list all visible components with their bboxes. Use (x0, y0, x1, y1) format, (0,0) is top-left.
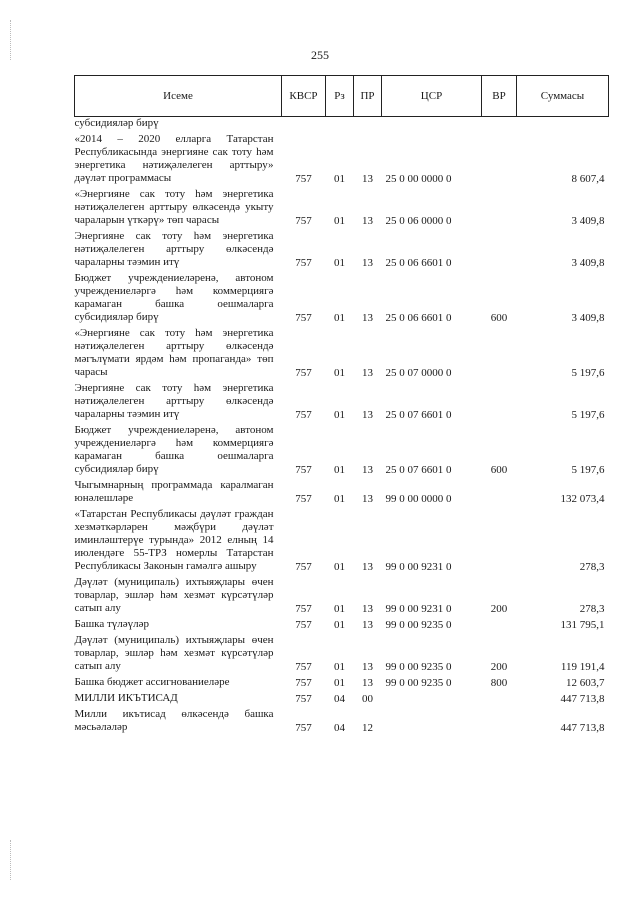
row-name: Энергияне сак тоту һәм энергетика нәтиҗәлелеген арттыру өлкәсендә чараларны тәэмин итү (74, 382, 274, 420)
row-pr: 13 (362, 312, 373, 324)
row-vr (482, 380, 517, 422)
row-kvsr: 757 (295, 173, 312, 185)
row-sum: 119 191,4 (560, 661, 605, 673)
row-csr: 25 0 07 6601 0 (385, 464, 452, 476)
row-rz: 01 (334, 603, 345, 615)
table-row (75, 616, 609, 632)
row-sum: 3 409,8 (571, 257, 605, 269)
row-csr: 99 0 00 9231 0 (385, 561, 452, 573)
table-row (75, 325, 609, 380)
header-rz: Рз (326, 76, 354, 117)
row-pr: 13 (362, 409, 373, 421)
row-pr: 13 (362, 661, 373, 673)
row-kvsr: 757 (295, 493, 312, 505)
row-name: МИЛЛИ ИКЪТИСАД (74, 692, 178, 704)
margin-mark (10, 840, 13, 880)
row-vr (482, 706, 517, 735)
row-kvsr: 757 (295, 464, 312, 476)
row-rz: 01 (334, 661, 345, 673)
row-rz: 01 (334, 367, 345, 379)
row-kvsr: 757 (295, 619, 312, 631)
row-rz: 01 (334, 464, 345, 476)
row-name: Чыгымнарның программада каралмаган юнәлешләре (74, 479, 274, 504)
row-vr (482, 616, 517, 632)
row-csr: 25 0 06 0000 0 (385, 215, 452, 227)
row-kvsr: 757 (295, 409, 312, 421)
row-sum: 447 713,8 (560, 722, 605, 734)
budget-table (74, 75, 609, 735)
row-vr (482, 228, 517, 270)
row-rz: 04 (334, 722, 345, 734)
row-pr: 13 (362, 257, 373, 269)
row-vr (482, 117, 517, 132)
row-csr: 99 0 00 0000 0 (385, 493, 452, 505)
table-row (75, 228, 609, 270)
row-sum: 3 409,8 (571, 215, 605, 227)
table-row (75, 506, 609, 574)
row-name: Дәүләт (муниципаль) ихтыяҗлары өчен товарлар, эшләр һәм хезмәт күрсәтүләр сатып алу (74, 634, 274, 672)
row-kvsr: 757 (295, 677, 312, 689)
row-name: субсидияләр бирү (74, 117, 159, 129)
table-header-row (75, 76, 609, 117)
row-rz (326, 117, 354, 132)
table-row (75, 632, 609, 674)
row-csr: 99 0 00 9231 0 (385, 603, 452, 615)
row-csr: 25 0 07 0000 0 (385, 367, 452, 379)
row-vr (482, 477, 517, 506)
row-name: «Энергияне сак тоту һәм энергетика нәтиҗәлелеген арттыру өлкәсендә мәгълүмати ярдәм һәм пропаганда» төп чарасы (74, 327, 274, 378)
row-pr: 13 (362, 464, 373, 476)
table-row (75, 690, 609, 706)
row-rz: 01 (334, 677, 345, 689)
header-sum: Суммасы (517, 76, 609, 117)
row-csr: 99 0 00 9235 0 (385, 619, 452, 631)
row-sum: 278,3 (579, 561, 605, 573)
row-name: «2014 – 2020 елларга Татарстан Республикасында энергияне сак тоту һәм энергетика нәтиҗәлелеген арттыру» дәүләт программасы (74, 133, 274, 184)
budget-table-container (74, 75, 608, 735)
row-rz: 01 (334, 215, 345, 227)
table-row (75, 380, 609, 422)
row-pr: 00 (362, 693, 373, 705)
table-row (75, 574, 609, 616)
row-vr: 600 (490, 312, 508, 324)
row-csr: 25 0 06 6601 0 (385, 312, 452, 324)
row-vr (482, 506, 517, 574)
header-pr: ПР (354, 76, 382, 117)
header-name: Исеме (75, 76, 282, 117)
row-rz: 01 (334, 493, 345, 505)
row-pr (354, 117, 382, 132)
row-sum: 12 603,7 (566, 677, 605, 689)
row-vr: 600 (490, 464, 508, 476)
row-name: Бюджет учреждениеләренә, автоном учреждениеләргә һәм коммерциягә карамаган башка оешмаларга субсидияләр бирү (74, 424, 274, 475)
row-kvsr: 757 (295, 257, 312, 269)
row-sum: 5 197,6 (571, 367, 605, 379)
row-kvsr (282, 117, 326, 132)
row-csr (382, 706, 482, 735)
row-csr: 99 0 00 9235 0 (385, 677, 452, 689)
row-sum: 131 795,1 (560, 619, 605, 631)
row-vr (482, 325, 517, 380)
row-rz: 01 (334, 312, 345, 324)
row-kvsr: 757 (295, 603, 312, 615)
row-name: «Татарстан Республикасы дәүләт граждан хезмәткәрләрен мәҗбүри дәүләт иминләштерүе турында» 2012 елның 14 июлендәге 55-ТРЗ номерлы Татарстан Республикасы Законын гамәлгә ашыру (74, 508, 274, 572)
table-row (75, 422, 609, 477)
row-sum: 278,3 (579, 603, 605, 615)
table-row (75, 706, 609, 735)
row-csr (382, 117, 482, 132)
row-rz: 01 (334, 409, 345, 421)
row-rz: 01 (334, 561, 345, 573)
row-sum: 3 409,8 (571, 312, 605, 324)
row-sum: 132 073,4 (560, 493, 605, 505)
row-csr: 25 0 06 6601 0 (385, 257, 452, 269)
table-row (75, 674, 609, 690)
row-kvsr: 757 (295, 693, 312, 705)
row-name: «Энергияне сак тоту һәм энергетика нәтиҗәлелеген арттыру өлкәсендә укыту чараларын үткәрү» төп чарасы (74, 188, 274, 226)
row-sum: 5 197,6 (571, 409, 605, 421)
row-pr: 13 (362, 367, 373, 379)
row-pr: 13 (362, 603, 373, 615)
row-pr: 13 (362, 677, 373, 689)
table-row (75, 131, 609, 186)
row-kvsr: 757 (295, 722, 312, 734)
row-sum: 8 607,4 (571, 173, 605, 185)
row-sum: 447 713,8 (560, 693, 605, 705)
row-name: Милли икътисад өлкәсендә башка мәсьәләләр (74, 708, 274, 733)
row-pr: 13 (362, 493, 373, 505)
table-row (75, 117, 609, 132)
header-csr: ЦСР (382, 76, 482, 117)
table-row (75, 186, 609, 228)
row-pr: 13 (362, 215, 373, 227)
row-kvsr: 757 (295, 561, 312, 573)
row-rz: 04 (334, 693, 345, 705)
row-pr: 13 (362, 561, 373, 573)
row-vr: 800 (490, 677, 508, 689)
row-csr: 25 0 00 0000 0 (385, 173, 452, 185)
row-csr: 25 0 07 6601 0 (385, 409, 452, 421)
row-pr: 12 (362, 722, 373, 734)
table-row (75, 477, 609, 506)
row-csr: 99 0 00 9235 0 (385, 661, 452, 673)
row-vr (482, 131, 517, 186)
table-row (75, 270, 609, 325)
row-vr (482, 186, 517, 228)
row-rz: 01 (334, 257, 345, 269)
row-pr: 13 (362, 173, 373, 185)
row-name: Башка түләүләр (74, 618, 150, 630)
row-name: Дәүләт (муниципаль) ихтыяҗлары өчен товарлар, эшләр һәм хезмәт күрсәтүләр сатып алу (74, 576, 274, 614)
row-csr (382, 690, 482, 706)
row-name: Энергияне сак тоту һәм энергетика нәтиҗәлелеген арттыру өлкәсендә чараларны тәэмин итү (74, 230, 274, 268)
header-vr: ВР (482, 76, 517, 117)
row-kvsr: 757 (295, 215, 312, 227)
row-rz: 01 (334, 619, 345, 631)
page-number: 255 (311, 48, 329, 62)
header-kvsr: КВСР (282, 76, 326, 117)
row-name: Башка бюджет ассигнованиеләре (74, 676, 230, 688)
row-kvsr: 757 (295, 312, 312, 324)
row-name: Бюджет учреждениеләренә, автоном учреждениеләргә һәм коммерциягә карамаган башка оешмаларга субсидияләр бирү (74, 272, 274, 323)
row-pr: 13 (362, 619, 373, 631)
row-kvsr: 757 (295, 661, 312, 673)
row-sum (517, 117, 609, 132)
row-sum: 5 197,6 (571, 464, 605, 476)
row-kvsr: 757 (295, 367, 312, 379)
row-vr: 200 (490, 603, 508, 615)
row-vr: 200 (490, 661, 508, 673)
row-rz: 01 (334, 173, 345, 185)
row-vr (482, 690, 517, 706)
